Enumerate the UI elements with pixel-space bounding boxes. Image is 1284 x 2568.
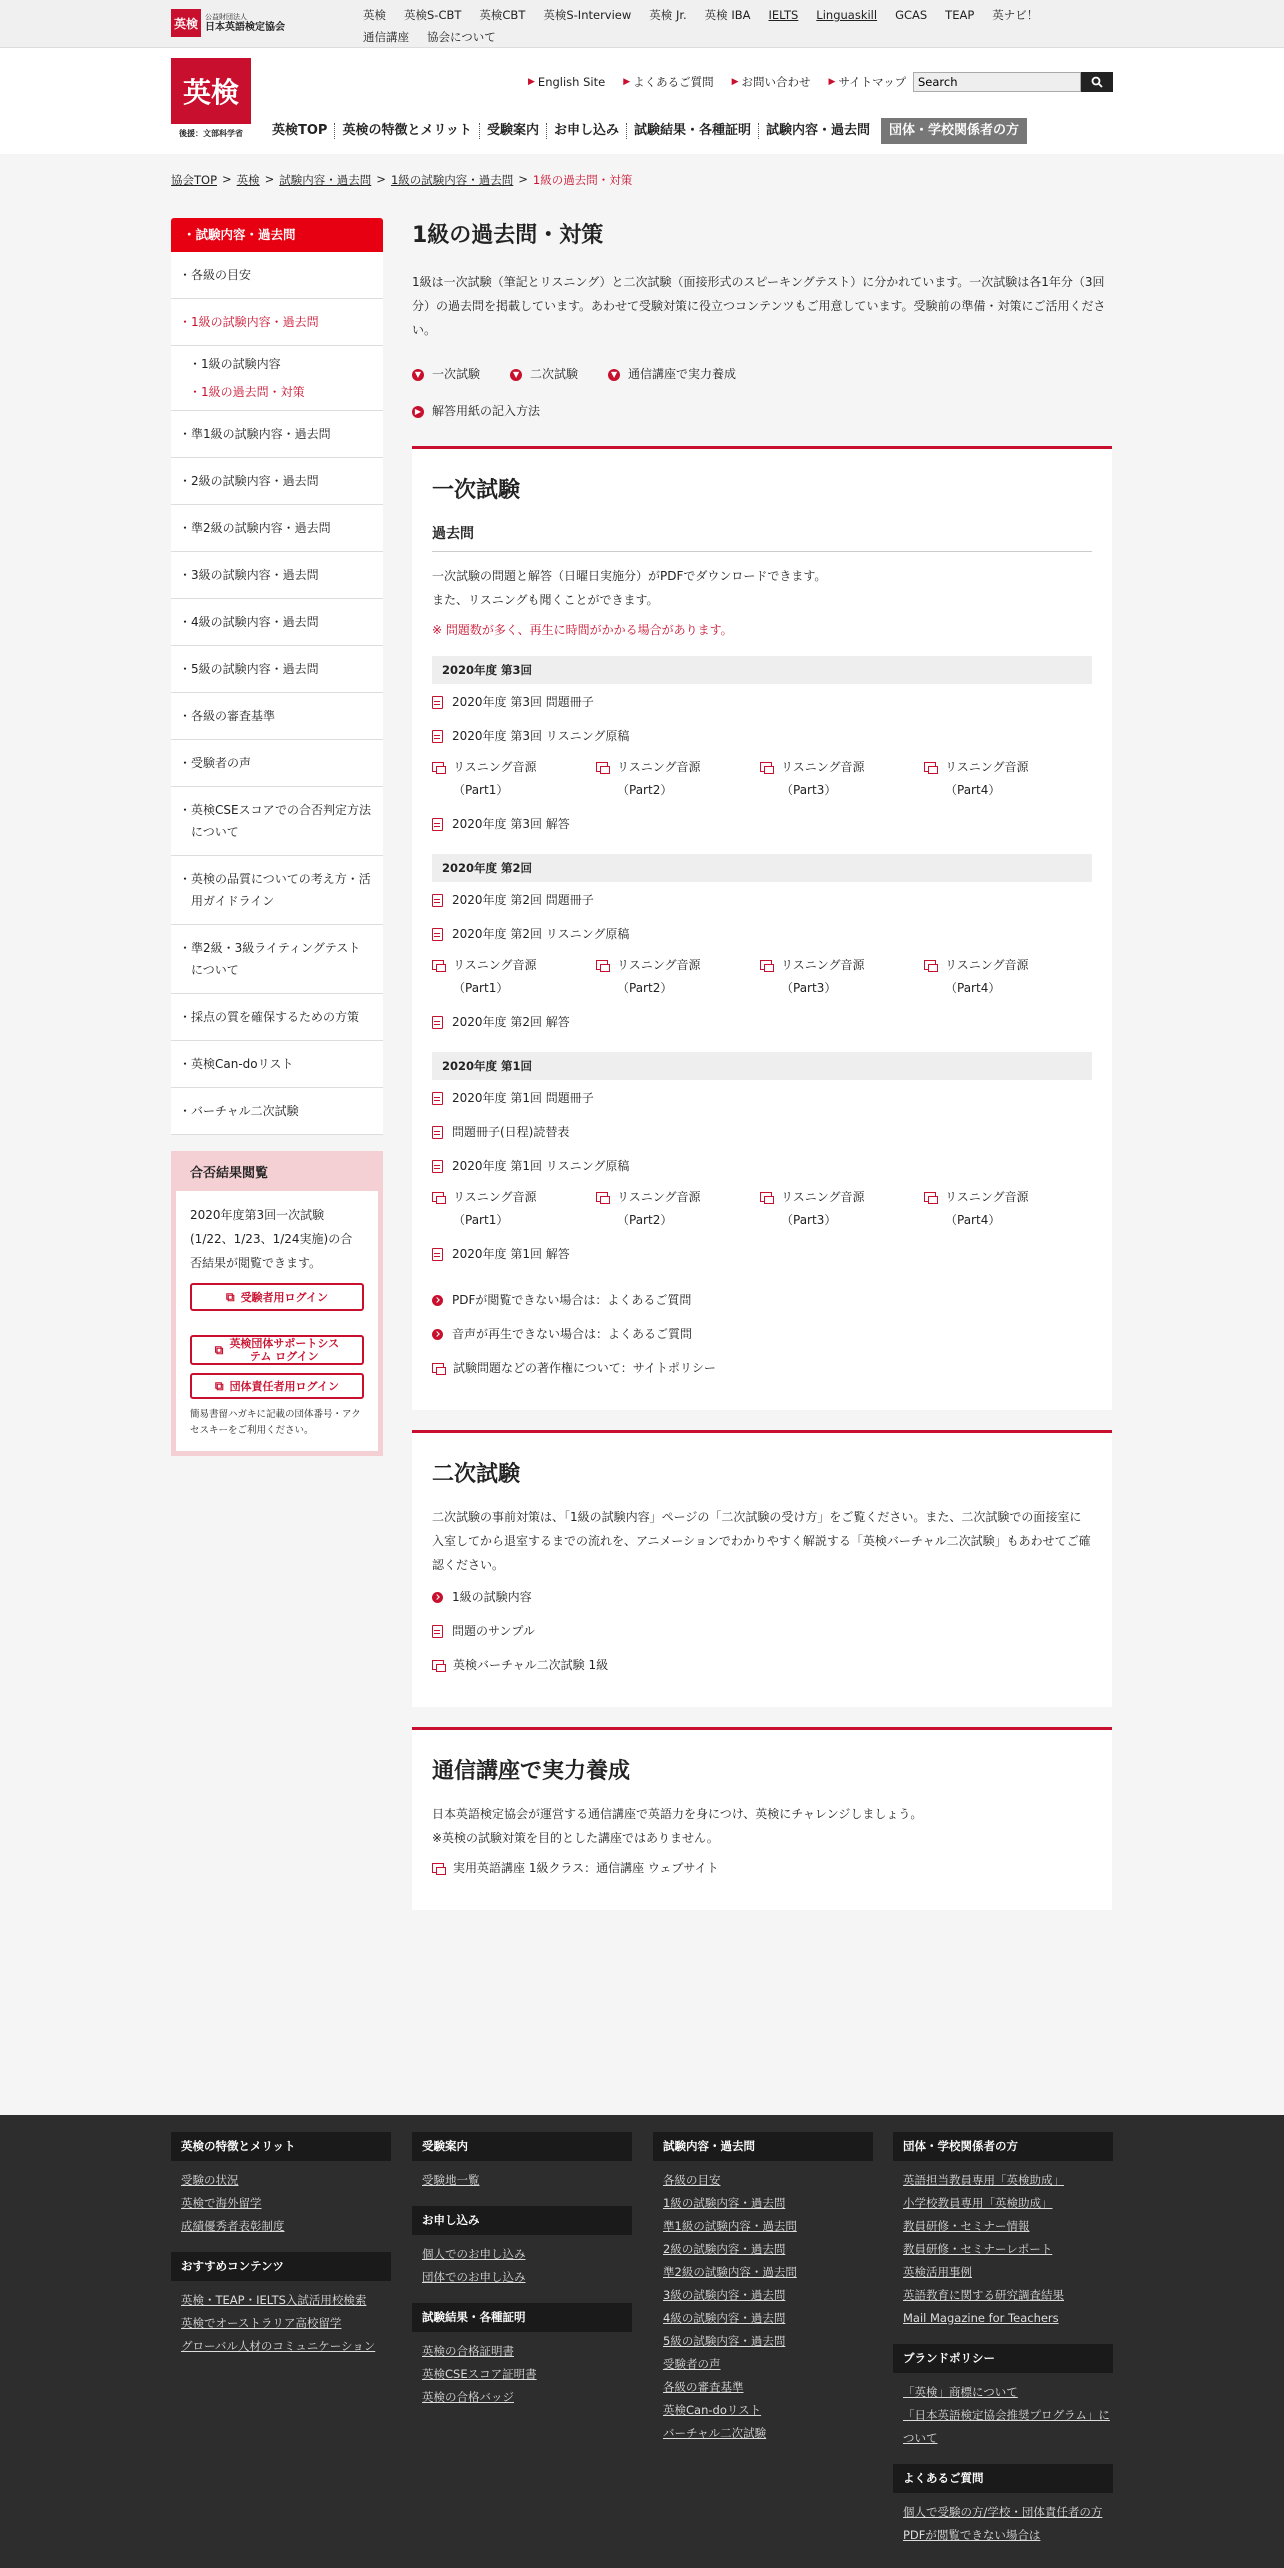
external-link-icon — [432, 960, 444, 970]
second-link[interactable]: 1級の試験内容 — [432, 1581, 1092, 1613]
footer-link[interactable]: バーチャル二次試験 — [663, 2426, 767, 2440]
anchor-links — [412, 356, 792, 430]
intro-text: 1級は一次試験（筆記とリスニング）と二次試験（面接形式のスピーキングテスト）に分かれています。一次試験は各1年分（3回分）の過去問を掲載しています。あわせて受験対策に役立つコンテンツもご用意しています。受験前の準備・対策にご活用ください。 — [412, 275, 1106, 337]
footer-heading: ブランドポリシー — [893, 2344, 1113, 2373]
audio-link[interactable]: リスニング音源（Part4） — [924, 954, 1088, 1000]
note-link[interactable]: 試験問題などの著作権について：サイトポリシー — [432, 1352, 1092, 1384]
arrow-right-icon: ▶ — [623, 77, 631, 87]
subsection-title: 過去問 — [432, 521, 1092, 552]
audio-link[interactable]: リスニング音源（Part3） — [760, 1186, 924, 1232]
external-link-icon — [596, 960, 608, 970]
external-link-icon — [924, 1192, 936, 1202]
arrow-down-icon: ▼ — [412, 369, 424, 381]
course-link[interactable]: 実用英語講座 1級クラス：通信講座 ウェブサイト — [432, 1852, 1092, 1884]
footer-link[interactable]: 英語担当教員専用「英検助成」 — [903, 2173, 1064, 2187]
audio-link[interactable]: リスニング音源（Part1） — [432, 954, 596, 1000]
examinee-login-button[interactable]: ⧉ 受験者用ログイン — [190, 1283, 364, 1311]
sidebar-item-active[interactable]: ・ 1級の試験内容・過去問 — [171, 299, 383, 346]
footer-link[interactable]: 英語教育に関する研究調査結果 — [903, 2288, 1064, 2302]
pdf-download-link[interactable]: 2020年度 第3回 問題冊子 — [432, 686, 1092, 718]
pdf-icon — [432, 894, 443, 907]
toplink[interactable]: 英ナビ！ — [992, 8, 1039, 22]
second-exam-section — [412, 1430, 1112, 1707]
top-bar — [0, 0, 1284, 48]
footer-link[interactable]: 4級の試験内容・過去問 — [663, 2311, 786, 2325]
sidebar-item[interactable]: ・ 準2級の試験内容・過去問 — [171, 505, 383, 552]
group-support-login-button[interactable]: ⧉ 英検団体サポートシステム ログイン — [190, 1335, 364, 1365]
org-mark: 英検 — [171, 9, 201, 37]
footer-link[interactable]: 英検の合格証明書 — [422, 2344, 514, 2358]
footer-heading: 試験結果・各種証明 — [412, 2303, 632, 2332]
external-link-icon — [924, 960, 936, 970]
external-link-icon — [596, 762, 608, 772]
sidebar-item[interactable]: ・ 3級の試験内容・過去問 — [171, 552, 383, 599]
audio-link[interactable]: リスニング音源（Part1） — [432, 1186, 596, 1232]
crumb-current: 1級の過去問・対策 — [532, 173, 633, 187]
search-icon — [1091, 76, 1103, 88]
course-section — [412, 1727, 1112, 1910]
footer-heading: おすすめコンテンツ — [171, 2252, 391, 2281]
pdf-download-link[interactable]: 2020年度 第2回 問題冊子 — [432, 884, 1092, 916]
external-link-icon — [432, 1660, 444, 1670]
audio-link[interactable]: リスニング音源（Part4） — [924, 1186, 1088, 1232]
anchor-second[interactable]: ▼ 二次試験 — [510, 356, 578, 393]
footer-link[interactable]: 受験地一覧 — [422, 2173, 480, 2187]
footer-col — [893, 2132, 1113, 2561]
external-link-icon — [924, 762, 936, 772]
window-icon: ⧉ — [214, 1342, 224, 1357]
section-title: 通信講座で実力養成 — [432, 1759, 631, 1784]
result-head: 合否結果閲覧 — [176, 1156, 378, 1191]
result-note: 簡易書留ハガキに記載の団体番号・アクセスキーをご利用ください。 — [190, 1409, 361, 1436]
sidebar-item[interactable]: ・ 各級の審査基準 — [171, 693, 383, 740]
pdf-icon — [432, 1160, 443, 1173]
anchor-answer-sheet[interactable]: ▶ 解答用紙の記入方法 — [412, 393, 540, 430]
footer-link[interactable]: 個人でのお申し込み — [422, 2247, 526, 2261]
sidebar-item[interactable]: ・ 英検CSEスコアでの合否判定方法について — [171, 787, 383, 856]
sidebar-item[interactable]: ・ バーチャル二次試験 — [171, 1088, 383, 1135]
arrow-right-icon: ▶ — [828, 77, 836, 87]
circle-arrow-icon — [432, 1592, 443, 1603]
site-header — [0, 48, 1284, 154]
pdf-icon — [432, 1248, 443, 1261]
sidebar-item[interactable]: ・ 各級の目安 — [171, 252, 383, 299]
logo-mark: 英検 — [171, 58, 251, 124]
answer-download-link[interactable]: 2020年度 第2回 解答 — [432, 1006, 1092, 1038]
first-desc: また、リスニングも聞くことができます。 — [432, 593, 659, 607]
gnav-top[interactable]: 英検TOP — [268, 123, 335, 139]
answer-download-link[interactable]: 2020年度 第3回 解答 — [432, 808, 1092, 840]
gnav-exams[interactable]: 試験内容・過去問 — [765, 123, 870, 138]
audio-link[interactable]: リスニング音源（Part3） — [760, 756, 924, 802]
footer-link[interactable]: 教員研修・セミナー情報 — [903, 2219, 1030, 2233]
audio-row — [432, 954, 1092, 1000]
logo-caption: 後援：文部科学省 — [179, 129, 243, 138]
sidebar-sub — [171, 346, 383, 411]
global-nav — [268, 118, 1027, 144]
footer-col — [171, 2132, 391, 2372]
audio-row — [432, 1186, 1092, 1232]
note-link[interactable]: 音声が再生できない場合は：よくあるご質問 — [432, 1318, 1092, 1350]
first-desc: 一次試験の問題と解答（日曜日実施分）がPDFでダウンロードできます。 — [432, 569, 827, 583]
toplink[interactable]: 英検 IBA — [704, 8, 751, 22]
answer-download-link[interactable]: 2020年度 第1回 解答 — [432, 1238, 1092, 1270]
toplink[interactable]: 英検CBT — [479, 8, 526, 22]
footer-link[interactable]: 英検で海外留学 — [181, 2196, 262, 2210]
footer-heading: 団体・学校関係者の方 — [893, 2132, 1113, 2161]
gnav-features[interactable]: 英検の特徴とメリット — [335, 123, 479, 139]
arrow-right-icon: ▶ — [528, 77, 535, 87]
external-link-icon — [760, 762, 772, 772]
sidebar-item[interactable]: ・ 受験者の声 — [171, 740, 383, 787]
round-heading: 2020年度 第3回 — [432, 656, 1092, 684]
audio-link[interactable]: リスニング音源（Part4） — [924, 756, 1088, 802]
second-link[interactable]: 問題のサンプル — [432, 1615, 1092, 1647]
toplink[interactable]: GCAS — [895, 8, 928, 22]
toplink[interactable]: 英検 — [363, 8, 386, 22]
round-heading: 2020年度 第1回 — [432, 1052, 1092, 1080]
page-title: 1級の過去問・対策 — [412, 223, 604, 248]
note-link[interactable]: PDFが閲覧できない場合は：よくあるご質問 — [432, 1284, 1092, 1316]
footer-heading: 受験案内 — [412, 2132, 632, 2161]
sidebar-item[interactable]: ・ 準2級・3級ライティングテストについて — [171, 925, 383, 994]
audio-row — [432, 756, 1092, 802]
org-sub: 公益財団法人 — [205, 12, 247, 21]
footer-heading: 試験内容・過去問 — [653, 2132, 873, 2161]
footer-link[interactable]: 5級の試験内容・過去問 — [663, 2334, 786, 2348]
circle-arrow-icon — [432, 1329, 443, 1340]
warning-text: ※ 問題数が多く、再生に時間がかかる場合があります。 — [432, 623, 733, 637]
external-link-icon — [432, 762, 444, 772]
pdf-icon — [432, 1092, 443, 1105]
footer-heading: 英検の特徴とメリット — [171, 2132, 391, 2161]
result-text: 2020年度第3回一次試験(1/22、1/23、1/24実施)の合否結果が閲覧できます。 — [190, 1208, 353, 1270]
footer-link[interactable]: 準1級の試験内容・過去問 — [663, 2219, 797, 2233]
site-footer — [0, 2115, 1284, 2568]
toplink[interactable]: 協会について — [427, 30, 496, 44]
footer-link[interactable]: 個人で受験の方/学校・団体責任者の方 — [903, 2505, 1103, 2519]
footer-link[interactable]: 英検でオーストラリア高校留学 — [181, 2316, 342, 2330]
gnav-apply[interactable]: お申し込み — [547, 123, 627, 139]
footer-link[interactable]: 成績優秀者表彰制度 — [181, 2219, 285, 2233]
footer-link[interactable]: 受験者の声 — [663, 2357, 721, 2371]
breadcrumb: 協会TOP > 英検 > 試験内容・過去問 > 1級の試験内容・過去問 > 1級の過去問・対策 — [171, 172, 633, 187]
footer-link[interactable]: 受験の状況 — [181, 2173, 239, 2187]
main-content — [412, 218, 1112, 1910]
footer-link[interactable]: 1級の試験内容・過去問 — [663, 2196, 786, 2210]
footer-link[interactable]: 英検・TEAP・IELTS入試活用校検索 — [181, 2293, 367, 2307]
sidebar-item[interactable]: ・ 準1級の試験内容・過去問 — [171, 411, 383, 458]
pdf-icon — [432, 928, 443, 941]
footer-link[interactable]: 各級の審査基準 — [663, 2380, 744, 2394]
footer-link[interactable]: 英検CSEスコア証明書 — [422, 2367, 537, 2381]
window-icon: ⧉ — [225, 1289, 235, 1304]
footer-link[interactable]: 団体でのお申し込み — [422, 2270, 526, 2284]
audio-link[interactable]: リスニング音源（Part3） — [760, 954, 924, 1000]
gnav-groups[interactable]: 団体・学校関係者の方 — [881, 118, 1027, 144]
anchor-course[interactable]: ▼ 通信講座で実力養成 — [608, 356, 736, 393]
footer-link[interactable]: 英検Can-doリスト — [663, 2403, 762, 2417]
toplink[interactable]: IELTS — [768, 8, 799, 22]
sidebar-item[interactable]: ・ 4級の試験内容・過去問 — [171, 599, 383, 646]
audio-link[interactable]: リスニング音源（Part2） — [596, 1186, 760, 1232]
first-exam-section — [412, 446, 1112, 1410]
toplink[interactable]: TEAP — [945, 8, 975, 22]
util-english-site[interactable]: ▶ English Site — [528, 75, 606, 89]
search-input[interactable] — [913, 72, 1081, 92]
round-heading: 2020年度 第2回 — [432, 854, 1092, 882]
sidebar-sub-item-current[interactable]: ・ 1級の過去問・対策 — [171, 378, 383, 406]
util-faq[interactable]: ▶ よくあるご質問 — [623, 75, 714, 89]
second-link[interactable]: 英検バーチャル二次試験 1級 — [432, 1649, 1092, 1681]
footer-link[interactable]: 小学校教員専用「英検助成」 — [903, 2196, 1053, 2210]
sidebar — [171, 218, 383, 1456]
section-title: 二次試験 — [432, 1462, 521, 1487]
toplink[interactable]: 英検S-CBT — [404, 8, 462, 22]
toplink[interactable]: Linguaskill — [816, 8, 878, 22]
pdf-icon — [432, 1126, 443, 1139]
window-icon: ⧉ — [214, 1378, 224, 1393]
pdf-download-link[interactable]: 2020年度 第2回 リスニング原稿 — [432, 918, 1092, 950]
site-logo[interactable] — [171, 58, 251, 144]
pdf-download-link[interactable]: 問題冊子(日程)読替表 — [432, 1116, 1092, 1148]
external-link-icon — [760, 960, 772, 970]
external-link-icon — [760, 1192, 772, 1202]
audio-link[interactable]: リスニング音源（Part1） — [432, 756, 596, 802]
footer-link[interactable]: 英検活用事例 — [903, 2265, 972, 2279]
arrow-down-icon: ▼ — [608, 369, 620, 381]
arrow-right-icon: ▶ — [412, 406, 424, 418]
util-sitemap[interactable]: ▶ サイトマップ — [828, 75, 907, 89]
audio-link[interactable]: リスニング音源（Part2） — [596, 756, 760, 802]
toplink[interactable]: 英検S-Interview — [543, 8, 632, 22]
footer-heading: お申し込み — [412, 2206, 632, 2235]
crumb-link[interactable]: 1級の試験内容・過去問 — [390, 173, 514, 187]
footer-link[interactable]: グローバル人材のコミュニケーション — [181, 2339, 376, 2353]
sidebar-item[interactable]: ・ 英検Can-doリスト — [171, 1041, 383, 1088]
footer-link[interactable]: 2級の試験内容・過去問 — [663, 2242, 786, 2256]
org-logo[interactable] — [171, 9, 285, 37]
external-link-icon — [432, 1192, 444, 1202]
pdf-download-link[interactable]: 2020年度 第1回 リスニング原稿 — [432, 1150, 1092, 1182]
sidebar-item[interactable]: ・ 採点の質を確保するための方策 — [171, 994, 383, 1041]
pdf-download-link[interactable]: 2020年度 第1回 問題冊子 — [432, 1082, 1092, 1114]
search-box — [913, 72, 1113, 92]
footer-heading: よくあるご質問 — [893, 2464, 1113, 2493]
util-contact[interactable]: ▶ お問い合わせ — [731, 75, 811, 89]
footer-link[interactable]: 「英検」商標について — [903, 2385, 1018, 2399]
footer-link[interactable]: 3級の試験内容・過去問 — [663, 2288, 786, 2302]
footer-link[interactable]: PDFが閲覧できない場合は — [903, 2528, 1041, 2542]
gnav-guide[interactable]: 受験案内 — [480, 123, 547, 139]
sidebar-item[interactable]: ・ 5級の試験内容・過去問 — [171, 646, 383, 693]
footer-link[interactable]: 英検の合格バッジ — [422, 2390, 514, 2404]
footer-col — [653, 2132, 873, 2459]
second-desc: 二次試験の事前対策は、「1級の試験内容」ページの「二次試験の受け方」をご覧ください。また、二次試験での面接室に入室してから退室するまでの流れを、アニメーションでわかりやすく解説する「英検バーチャル二次試験」もあわせてご確認ください。 — [432, 1510, 1091, 1572]
org-name: 日本英語検定協会 — [205, 21, 285, 33]
group-manager-login-button[interactable]: ⧉ 団体責任者用ログイン — [190, 1373, 364, 1399]
toplink[interactable]: 英検 Jr. — [649, 8, 687, 22]
arrow-right-icon: ▶ — [731, 77, 739, 87]
crumb-link[interactable]: 協会TOP — [171, 173, 218, 187]
pdf-icon — [432, 818, 443, 831]
sidebar-sub-item[interactable]: ・ 1級の試験内容 — [171, 350, 383, 378]
audio-link[interactable]: リスニング音源（Part2） — [596, 954, 760, 1000]
arrow-down-icon: ▼ — [510, 369, 522, 381]
pdf-icon — [432, 696, 443, 709]
external-link-icon — [596, 1192, 608, 1202]
footer-col — [412, 2132, 632, 2423]
sidebar-item[interactable]: ・ 2級の試験内容・過去問 — [171, 458, 383, 505]
search-button[interactable] — [1081, 72, 1113, 92]
sidebar-item[interactable]: ・ 英検の品質についての考え方・活用ガイドライン — [171, 856, 383, 925]
footer-link[interactable]: Mail Magazine for Teachers — [903, 2311, 1059, 2325]
sidebar-head[interactable]: ・試験内容・過去問 — [171, 218, 383, 252]
utility-links — [528, 74, 924, 90]
crumb-link[interactable]: 試験内容・過去問 — [279, 173, 372, 187]
pdf-icon — [432, 1016, 443, 1029]
course-note: ※英検の試験対策を目的とした講座ではありません。 — [432, 1831, 719, 1845]
course-desc: 日本英語検定協会が運営する通信講座で英語力を身につけ、英検にチャレンジしましょう。 — [432, 1807, 923, 1821]
external-link-icon — [432, 1863, 444, 1873]
pdf-download-link[interactable]: 2020年度 第3回 リスニング原稿 — [432, 720, 1092, 752]
external-link-icon — [432, 1363, 444, 1373]
pdf-icon — [432, 1625, 443, 1638]
result-box — [171, 1151, 383, 1456]
top-links — [363, 4, 1083, 48]
crumb-link[interactable]: 英検 — [236, 173, 260, 187]
footer-link[interactable]: 教員研修・セミナーレポート — [903, 2242, 1053, 2256]
pdf-icon — [432, 730, 443, 743]
section-title: 一次試験 — [432, 478, 521, 503]
footer-link[interactable]: 準2級の試験内容・過去問 — [663, 2265, 797, 2279]
circle-arrow-icon — [432, 1295, 443, 1306]
gnav-results[interactable]: 試験結果・各種証明 — [627, 123, 759, 139]
footer-link[interactable]: 「日本英語検定協会推奨プログラム」について — [903, 2408, 1110, 2445]
footer-link[interactable]: 各級の目安 — [663, 2173, 721, 2187]
toplink[interactable]: 通信講座 — [363, 30, 409, 44]
anchor-first[interactable]: ▼ 一次試験 — [412, 356, 480, 393]
